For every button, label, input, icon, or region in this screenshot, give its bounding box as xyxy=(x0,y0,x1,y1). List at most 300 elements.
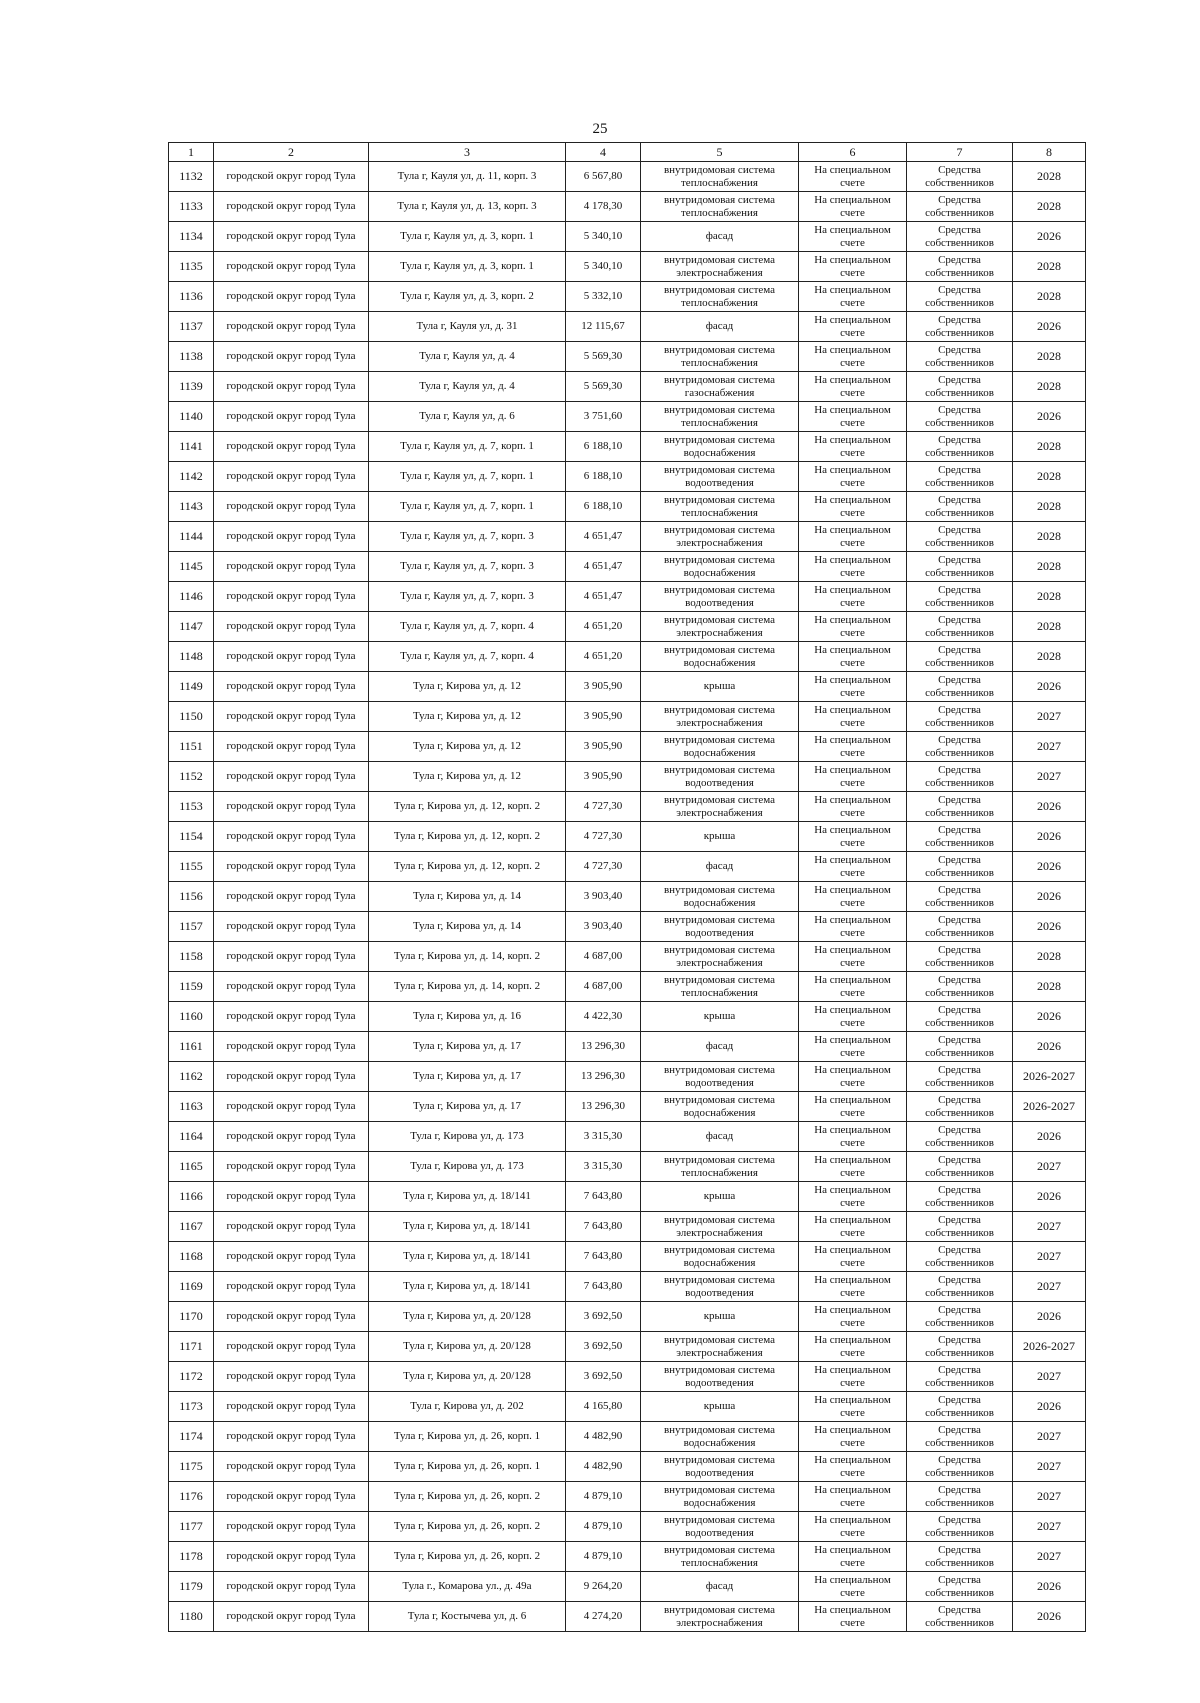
cell-address: Тула г, Кауля ул, д. 4 xyxy=(369,372,566,402)
table-row xyxy=(169,1182,1086,1212)
cell-funding-source: Средства собственников xyxy=(907,462,1013,492)
cell-work-type: внутридомовая система электроснабжения xyxy=(641,1212,799,1242)
cell-fund-method: На специальном счете xyxy=(799,1602,907,1632)
table-row xyxy=(169,1212,1086,1242)
cell-work-type: внутридомовая система электроснабжения xyxy=(641,792,799,822)
cell-address: Тула г, Кирова ул, д. 16 xyxy=(369,1002,566,1032)
cell-year: 2028 xyxy=(1013,972,1086,1002)
cell-row-number: 1165 xyxy=(169,1152,214,1182)
cell-municipality: городской округ город Тула xyxy=(214,972,369,1002)
cell-area: 3 905,90 xyxy=(566,732,641,762)
cell-area: 13 296,30 xyxy=(566,1062,641,1092)
cell-municipality: городской округ город Тула xyxy=(214,1392,369,1422)
cell-work-type: внутридомовая система водоотведения xyxy=(641,912,799,942)
cell-year: 2027 xyxy=(1013,1542,1086,1572)
cell-year: 2026-2027 xyxy=(1013,1062,1086,1092)
cell-municipality: городской округ город Тула xyxy=(214,1272,369,1302)
cell-fund-method: На специальном счете xyxy=(799,162,907,192)
cell-municipality: городской округ город Тула xyxy=(214,912,369,942)
cell-area: 4 165,80 xyxy=(566,1392,641,1422)
cell-year: 2027 xyxy=(1013,1152,1086,1182)
cell-work-type: внутридомовая система теплоснабжения xyxy=(641,972,799,1002)
header-cell: 5 xyxy=(641,143,799,162)
cell-row-number: 1168 xyxy=(169,1242,214,1272)
cell-work-type: крыша xyxy=(641,1182,799,1212)
cell-municipality: городской округ город Тула xyxy=(214,1572,369,1602)
cell-address: Тула г, Костычева ул, д. 6 xyxy=(369,1602,566,1632)
cell-area: 5 332,10 xyxy=(566,282,641,312)
cell-fund-method: На специальном счете xyxy=(799,522,907,552)
table-row xyxy=(169,1122,1086,1152)
cell-year: 2026-2027 xyxy=(1013,1332,1086,1362)
cell-area: 5 569,30 xyxy=(566,342,641,372)
cell-fund-method: На специальном счете xyxy=(799,1272,907,1302)
table-row xyxy=(169,522,1086,552)
cell-funding-source: Средства собственников xyxy=(907,942,1013,972)
cell-address: Тула г, Кирова ул, д. 12 xyxy=(369,762,566,792)
cell-fund-method: На специальном счете xyxy=(799,942,907,972)
cell-municipality: городской округ город Тула xyxy=(214,792,369,822)
cell-work-type: фасад xyxy=(641,852,799,882)
cell-fund-method: На специальном счете xyxy=(799,1512,907,1542)
table-row xyxy=(169,822,1086,852)
cell-area: 3 315,30 xyxy=(566,1122,641,1152)
cell-funding-source: Средства собственников xyxy=(907,372,1013,402)
cell-address: Тула г, Кирова ул, д. 17 xyxy=(369,1062,566,1092)
cell-work-type: внутридомовая система водоснабжения xyxy=(641,1092,799,1122)
cell-row-number: 1153 xyxy=(169,792,214,822)
cell-fund-method: На специальном счете xyxy=(799,582,907,612)
cell-row-number: 1177 xyxy=(169,1512,214,1542)
cell-row-number: 1134 xyxy=(169,222,214,252)
cell-address: Тула г, Кауля ул, д. 11, корп. 3 xyxy=(369,162,566,192)
cell-row-number: 1180 xyxy=(169,1602,214,1632)
cell-row-number: 1133 xyxy=(169,192,214,222)
cell-year: 2027 xyxy=(1013,1482,1086,1512)
cell-municipality: городской округ город Тула xyxy=(214,192,369,222)
cell-row-number: 1170 xyxy=(169,1302,214,1332)
cell-funding-source: Средства собственников xyxy=(907,582,1013,612)
cell-address: Тула г, Кирова ул, д. 20/128 xyxy=(369,1332,566,1362)
cell-area: 3 905,90 xyxy=(566,702,641,732)
cell-year: 2028 xyxy=(1013,552,1086,582)
cell-area: 4 482,90 xyxy=(566,1452,641,1482)
cell-year: 2026 xyxy=(1013,1392,1086,1422)
table-row xyxy=(169,1272,1086,1302)
cell-work-type: внутридомовая система теплоснабжения xyxy=(641,1542,799,1572)
cell-row-number: 1148 xyxy=(169,642,214,672)
cell-municipality: городской округ город Тула xyxy=(214,1152,369,1182)
cell-funding-source: Средства собственников xyxy=(907,402,1013,432)
cell-work-type: внутридомовая система теплоснабжения xyxy=(641,492,799,522)
cell-work-type: внутридомовая система водоотведения xyxy=(641,462,799,492)
cell-fund-method: На специальном счете xyxy=(799,1212,907,1242)
cell-row-number: 1169 xyxy=(169,1272,214,1302)
cell-municipality: городской округ город Тула xyxy=(214,672,369,702)
cell-funding-source: Средства собственников xyxy=(907,822,1013,852)
cell-area: 4 879,10 xyxy=(566,1482,641,1512)
cell-row-number: 1151 xyxy=(169,732,214,762)
page-number: 25 xyxy=(592,121,608,137)
cell-row-number: 1167 xyxy=(169,1212,214,1242)
cell-year: 2028 xyxy=(1013,522,1086,552)
cell-work-type: внутридомовая система электроснабжения xyxy=(641,702,799,732)
cell-address: Тула г, Кирова ул, д. 12 xyxy=(369,702,566,732)
cell-funding-source: Средства собственников xyxy=(907,522,1013,552)
table-row xyxy=(169,972,1086,1002)
cell-year: 2028 xyxy=(1013,462,1086,492)
cell-address: Тула г, Кирова ул, д. 17 xyxy=(369,1092,566,1122)
cell-address: Тула г, Кауля ул, д. 6 xyxy=(369,402,566,432)
cell-address: Тула г, Кауля ул, д. 7, корп. 3 xyxy=(369,552,566,582)
cell-municipality: городской округ город Тула xyxy=(214,372,369,402)
cell-funding-source: Средства собственников xyxy=(907,1542,1013,1572)
cell-fund-method: На специальном счете xyxy=(799,1332,907,1362)
cell-address: Тула г, Кирова ул, д. 20/128 xyxy=(369,1362,566,1392)
cell-row-number: 1173 xyxy=(169,1392,214,1422)
cell-fund-method: На специальном счете xyxy=(799,1242,907,1272)
cell-fund-method: На специальном счете xyxy=(799,552,907,582)
repair-register-table xyxy=(168,142,1086,1632)
cell-address: Тула г, Кирова ул, д. 12, корп. 2 xyxy=(369,852,566,882)
cell-area: 3 903,40 xyxy=(566,882,641,912)
table-row xyxy=(169,192,1086,222)
cell-address: Тула г, Кауля ул, д. 4 xyxy=(369,342,566,372)
table-row xyxy=(169,852,1086,882)
cell-fund-method: На специальном счете xyxy=(799,312,907,342)
cell-address: Тула г, Кауля ул, д. 3, корп. 1 xyxy=(369,252,566,282)
cell-municipality: городской округ город Тула xyxy=(214,852,369,882)
cell-work-type: внутридомовая система водоотведения xyxy=(641,1512,799,1542)
cell-address: Тула г, Кауля ул, д. 7, корп. 1 xyxy=(369,462,566,492)
cell-funding-source: Средства собственников xyxy=(907,1062,1013,1092)
cell-fund-method: На специальном счете xyxy=(799,372,907,402)
cell-address: Тула г, Кирова ул, д. 173 xyxy=(369,1152,566,1182)
cell-year: 2028 xyxy=(1013,162,1086,192)
cell-address: Тула г., Комарова ул., д. 49а xyxy=(369,1572,566,1602)
table-row xyxy=(169,1572,1086,1602)
cell-area: 3 905,90 xyxy=(566,672,641,702)
cell-municipality: городской округ город Тула xyxy=(214,552,369,582)
cell-work-type: внутридомовая система газоснабжения xyxy=(641,372,799,402)
cell-work-type: внутридомовая система электроснабжения xyxy=(641,612,799,642)
cell-work-type: фасад xyxy=(641,1122,799,1152)
cell-work-type: внутридомовая система теплоснабжения xyxy=(641,282,799,312)
cell-funding-source: Средства собственников xyxy=(907,612,1013,642)
cell-municipality: городской округ город Тула xyxy=(214,1242,369,1272)
cell-fund-method: На специальном счете xyxy=(799,432,907,462)
cell-year: 2028 xyxy=(1013,432,1086,462)
cell-municipality: городской округ город Тула xyxy=(214,612,369,642)
cell-work-type: внутридомовая система теплоснабжения xyxy=(641,402,799,432)
cell-row-number: 1141 xyxy=(169,432,214,462)
cell-area: 4 879,10 xyxy=(566,1542,641,1572)
cell-municipality: городской округ город Тула xyxy=(214,582,369,612)
table-row xyxy=(169,1602,1086,1632)
cell-fund-method: На специальном счете xyxy=(799,762,907,792)
cell-funding-source: Средства собственников xyxy=(907,1422,1013,1452)
cell-area: 4 482,90 xyxy=(566,1422,641,1452)
cell-area: 3 905,90 xyxy=(566,762,641,792)
cell-municipality: городской округ город Тула xyxy=(214,1602,369,1632)
cell-municipality: городской округ город Тула xyxy=(214,522,369,552)
cell-funding-source: Средства собственников xyxy=(907,1272,1013,1302)
cell-row-number: 1152 xyxy=(169,762,214,792)
cell-municipality: городской округ город Тула xyxy=(214,1212,369,1242)
cell-fund-method: На специальном счете xyxy=(799,222,907,252)
cell-year: 2027 xyxy=(1013,1212,1086,1242)
table-row xyxy=(169,942,1086,972)
cell-year: 2026 xyxy=(1013,402,1086,432)
cell-funding-source: Средства собственников xyxy=(907,342,1013,372)
cell-funding-source: Средства собственников xyxy=(907,1332,1013,1362)
cell-address: Тула г, Кирова ул, д. 202 xyxy=(369,1392,566,1422)
cell-funding-source: Средства собственников xyxy=(907,1092,1013,1122)
cell-work-type: внутридомовая система водоотведения xyxy=(641,762,799,792)
cell-row-number: 1160 xyxy=(169,1002,214,1032)
table-row xyxy=(169,312,1086,342)
cell-year: 2026 xyxy=(1013,1572,1086,1602)
table-row xyxy=(169,1362,1086,1392)
cell-funding-source: Средства собственников xyxy=(907,912,1013,942)
cell-address: Тула г, Кауля ул, д. 13, корп. 3 xyxy=(369,192,566,222)
cell-address: Тула г, Кирова ул, д. 14, корп. 2 xyxy=(369,972,566,1002)
cell-work-type: внутридомовая система водоотведения xyxy=(641,1272,799,1302)
table-row xyxy=(169,762,1086,792)
table-row xyxy=(169,1302,1086,1332)
table-row xyxy=(169,1002,1086,1032)
cell-fund-method: На специальном счете xyxy=(799,882,907,912)
cell-funding-source: Средства собственников xyxy=(907,702,1013,732)
header-cell: 1 xyxy=(169,143,214,162)
header-cell: 8 xyxy=(1013,143,1086,162)
cell-year: 2028 xyxy=(1013,612,1086,642)
cell-year: 2027 xyxy=(1013,1452,1086,1482)
cell-funding-source: Средства собственников xyxy=(907,1002,1013,1032)
cell-fund-method: На специальном счете xyxy=(799,1152,907,1182)
cell-work-type: внутридомовая система водоснабжения xyxy=(641,732,799,762)
cell-year: 2028 xyxy=(1013,372,1086,402)
cell-area: 5 340,10 xyxy=(566,222,641,252)
cell-area: 6 188,10 xyxy=(566,492,641,522)
cell-row-number: 1158 xyxy=(169,942,214,972)
cell-funding-source: Средства собственников xyxy=(907,312,1013,342)
cell-address: Тула г, Кирова ул, д. 17 xyxy=(369,1032,566,1062)
cell-municipality: городской округ город Тула xyxy=(214,642,369,672)
cell-municipality: городской округ город Тула xyxy=(214,702,369,732)
cell-year: 2026 xyxy=(1013,1182,1086,1212)
cell-work-type: внутридомовая система водоснабжения xyxy=(641,552,799,582)
cell-year: 2026 xyxy=(1013,822,1086,852)
cell-municipality: городской округ город Тула xyxy=(214,162,369,192)
table-row xyxy=(169,282,1086,312)
cell-fund-method: На специальном счете xyxy=(799,1452,907,1482)
cell-row-number: 1142 xyxy=(169,462,214,492)
cell-year: 2028 xyxy=(1013,582,1086,612)
cell-row-number: 1154 xyxy=(169,822,214,852)
cell-address: Тула г, Кирова ул, д. 20/128 xyxy=(369,1302,566,1332)
cell-work-type: крыша xyxy=(641,1302,799,1332)
cell-fund-method: На специальном счете xyxy=(799,492,907,522)
table-row xyxy=(169,222,1086,252)
cell-area: 4 422,30 xyxy=(566,1002,641,1032)
table-row xyxy=(169,552,1086,582)
cell-year: 2027 xyxy=(1013,762,1086,792)
cell-municipality: городской округ город Тула xyxy=(214,1362,369,1392)
cell-work-type: внутридомовая система электроснабжения xyxy=(641,252,799,282)
cell-funding-source: Средства собственников xyxy=(907,1362,1013,1392)
cell-fund-method: На специальном счете xyxy=(799,402,907,432)
cell-year: 2026 xyxy=(1013,882,1086,912)
cell-year: 2026 xyxy=(1013,1122,1086,1152)
cell-municipality: городской округ город Тула xyxy=(214,222,369,252)
cell-work-type: внутридомовая система водоотведения xyxy=(641,1062,799,1092)
cell-area: 4 651,20 xyxy=(566,612,641,642)
table-row xyxy=(169,912,1086,942)
cell-address: Тула г, Кауля ул, д. 3, корп. 2 xyxy=(369,282,566,312)
cell-address: Тула г, Кирова ул, д. 26, корп. 2 xyxy=(369,1512,566,1542)
cell-municipality: городской округ город Тула xyxy=(214,1452,369,1482)
cell-address: Тула г, Кирова ул, д. 12 xyxy=(369,672,566,702)
cell-work-type: внутридомовая система электроснабжения xyxy=(641,522,799,552)
cell-funding-source: Средства собственников xyxy=(907,1032,1013,1062)
cell-funding-source: Средства собственников xyxy=(907,1392,1013,1422)
cell-row-number: 1138 xyxy=(169,342,214,372)
table-row xyxy=(169,732,1086,762)
cell-municipality: городской округ город Тула xyxy=(214,1302,369,1332)
cell-area: 7 643,80 xyxy=(566,1212,641,1242)
cell-year: 2026 xyxy=(1013,852,1086,882)
table-row xyxy=(169,1332,1086,1362)
cell-funding-source: Средства собственников xyxy=(907,792,1013,822)
cell-municipality: городской округ город Тула xyxy=(214,1332,369,1362)
cell-municipality: городской округ город Тула xyxy=(214,822,369,852)
table-row xyxy=(169,492,1086,522)
cell-row-number: 1132 xyxy=(169,162,214,192)
cell-area: 4 687,00 xyxy=(566,942,641,972)
cell-area: 4 687,00 xyxy=(566,972,641,1002)
cell-address: Тула г, Кирова ул, д. 18/141 xyxy=(369,1242,566,1272)
cell-row-number: 1176 xyxy=(169,1482,214,1512)
cell-row-number: 1166 xyxy=(169,1182,214,1212)
cell-year: 2028 xyxy=(1013,282,1086,312)
cell-funding-source: Средства собственников xyxy=(907,642,1013,672)
cell-fund-method: На специальном счете xyxy=(799,192,907,222)
cell-year: 2026-2027 xyxy=(1013,1092,1086,1122)
cell-fund-method: На специальном счете xyxy=(799,252,907,282)
cell-municipality: городской округ город Тула xyxy=(214,1542,369,1572)
cell-fund-method: На специальном счете xyxy=(799,1572,907,1602)
cell-row-number: 1162 xyxy=(169,1062,214,1092)
cell-address: Тула г, Кирова ул, д. 12, корп. 2 xyxy=(369,822,566,852)
cell-row-number: 1147 xyxy=(169,612,214,642)
cell-funding-source: Средства собственников xyxy=(907,492,1013,522)
cell-row-number: 1136 xyxy=(169,282,214,312)
cell-municipality: городской округ город Тула xyxy=(214,1032,369,1062)
table-row xyxy=(169,1062,1086,1092)
cell-year: 2027 xyxy=(1013,1272,1086,1302)
cell-municipality: городской округ город Тула xyxy=(214,312,369,342)
cell-work-type: крыша xyxy=(641,1392,799,1422)
cell-row-number: 1175 xyxy=(169,1452,214,1482)
cell-funding-source: Средства собственников xyxy=(907,882,1013,912)
cell-municipality: городской округ город Тула xyxy=(214,1122,369,1152)
cell-fund-method: На специальном счете xyxy=(799,972,907,1002)
cell-address: Тула г, Кирова ул, д. 173 xyxy=(369,1122,566,1152)
cell-address: Тула г, Кауля ул, д. 31 xyxy=(369,312,566,342)
cell-municipality: городской округ город Тула xyxy=(214,252,369,282)
table-row xyxy=(169,672,1086,702)
cell-area: 13 296,30 xyxy=(566,1092,641,1122)
cell-year: 2028 xyxy=(1013,342,1086,372)
cell-address: Тула г, Кауля ул, д. 7, корп. 3 xyxy=(369,522,566,552)
cell-fund-method: На специальном счете xyxy=(799,1362,907,1392)
cell-funding-source: Средства собственников xyxy=(907,432,1013,462)
cell-row-number: 1150 xyxy=(169,702,214,732)
cell-year: 2027 xyxy=(1013,1422,1086,1452)
cell-area: 3 692,50 xyxy=(566,1362,641,1392)
cell-fund-method: На специальном счете xyxy=(799,1182,907,1212)
cell-row-number: 1139 xyxy=(169,372,214,402)
cell-year: 2026 xyxy=(1013,1032,1086,1062)
cell-row-number: 1174 xyxy=(169,1422,214,1452)
cell-work-type: внутридомовая система электроснабжения xyxy=(641,942,799,972)
cell-year: 2027 xyxy=(1013,1512,1086,1542)
cell-area: 4 727,30 xyxy=(566,792,641,822)
cell-funding-source: Средства собственников xyxy=(907,852,1013,882)
table-row xyxy=(169,1482,1086,1512)
cell-area: 6 567,80 xyxy=(566,162,641,192)
cell-address: Тула г, Кирова ул, д. 18/141 xyxy=(369,1272,566,1302)
cell-address: Тула г, Кауля ул, д. 7, корп. 4 xyxy=(369,612,566,642)
cell-area: 3 751,60 xyxy=(566,402,641,432)
cell-area: 4 879,10 xyxy=(566,1512,641,1542)
header-cell: 3 xyxy=(369,143,566,162)
cell-municipality: городской округ город Тула xyxy=(214,432,369,462)
cell-municipality: городской округ город Тула xyxy=(214,1182,369,1212)
cell-funding-source: Средства собственников xyxy=(907,192,1013,222)
cell-area: 13 296,30 xyxy=(566,1032,641,1062)
cell-row-number: 1164 xyxy=(169,1122,214,1152)
cell-fund-method: На специальном счете xyxy=(799,822,907,852)
cell-municipality: городской округ город Тула xyxy=(214,342,369,372)
cell-address: Тула г, Кирова ул, д. 14 xyxy=(369,882,566,912)
cell-work-type: внутридомовая система водоснабжения xyxy=(641,1482,799,1512)
cell-fund-method: На специальном счете xyxy=(799,792,907,822)
cell-year: 2028 xyxy=(1013,192,1086,222)
cell-row-number: 1155 xyxy=(169,852,214,882)
cell-row-number: 1156 xyxy=(169,882,214,912)
cell-address: Тула г, Кирова ул, д. 14 xyxy=(369,912,566,942)
cell-address: Тула г, Кауля ул, д. 7, корп. 3 xyxy=(369,582,566,612)
cell-municipality: городской округ город Тула xyxy=(214,1062,369,1092)
cell-area: 6 188,10 xyxy=(566,462,641,492)
header-cell: 6 xyxy=(799,143,907,162)
cell-year: 2026 xyxy=(1013,792,1086,822)
cell-funding-source: Средства собственников xyxy=(907,1212,1013,1242)
cell-row-number: 1171 xyxy=(169,1332,214,1362)
cell-area: 4 651,47 xyxy=(566,552,641,582)
cell-area: 7 643,80 xyxy=(566,1272,641,1302)
cell-work-type: внутридомовая система водоотведения xyxy=(641,1452,799,1482)
cell-year: 2026 xyxy=(1013,912,1086,942)
cell-address: Тула г, Кирова ул, д. 26, корп. 1 xyxy=(369,1422,566,1452)
cell-address: Тула г, Кирова ул, д. 26, корп. 1 xyxy=(369,1452,566,1482)
cell-work-type: фасад xyxy=(641,1032,799,1062)
cell-year: 2026 xyxy=(1013,312,1086,342)
cell-municipality: городской округ город Тула xyxy=(214,492,369,522)
table-row xyxy=(169,1452,1086,1482)
